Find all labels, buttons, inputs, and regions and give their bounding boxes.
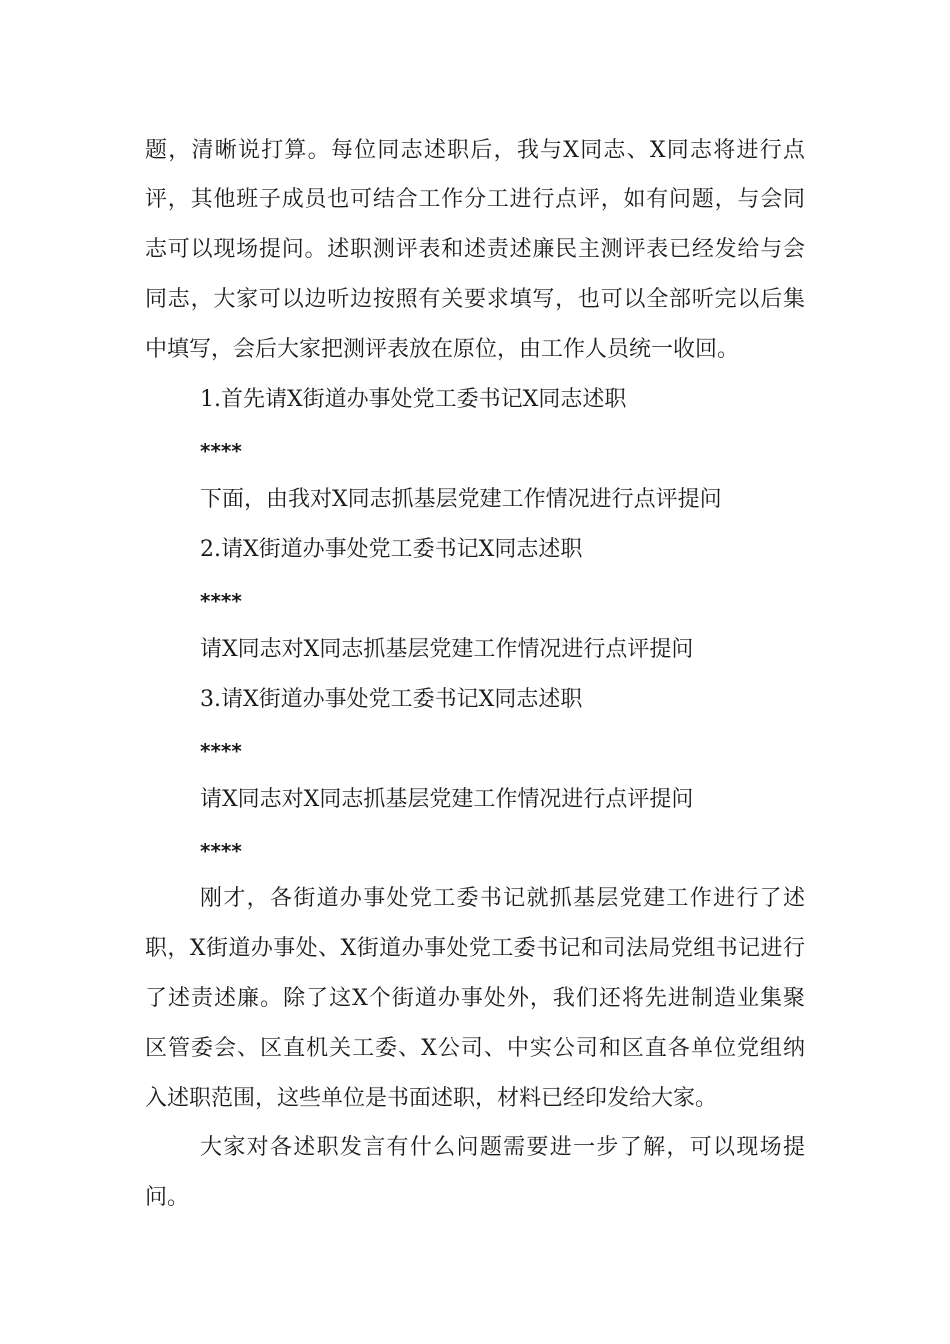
paragraph-2-line-3: 了述责述廉。除了这X个街道办事处外，我们还将先进制造业集聚	[145, 986, 805, 1011]
separator-stars-2: ****	[200, 589, 242, 613]
paragraph-3-line-2: 问。	[145, 1185, 190, 1210]
paragraph-2-line-4: 区管委会、区直机关工委、X公司、中实公司和区直各单位党组纳	[145, 1036, 805, 1061]
comment-1: 下面，由我对X同志抓基层党建工作情况进行点评提问	[200, 487, 722, 512]
paragraph-1-line-3: 志可以现场提问。述职测评表和述责述廉民主测评表已经发给与会	[145, 237, 805, 262]
paragraph-1-line-2: 评，其他班子成员也可结合工作分工进行点评，如有问题，与会同	[145, 187, 805, 212]
paragraph-2-line-2: 职，X街道办事处、X街道办事处党工委书记和司法局党组书记进行	[145, 936, 805, 961]
paragraph-1-line-1: 题，清晰说打算。每位同志述职后，我与X同志、X同志将进行点	[145, 138, 805, 163]
paragraph-1-line-4: 同志，大家可以边听边按照有关要求填写，也可以全部听完以后集	[145, 287, 805, 312]
agenda-item-2: 2.请X街道办事处党工委书记X同志述职	[200, 537, 583, 562]
paragraph-2-line-1: 刚才，各街道办事处党工委书记就抓基层党建工作进行了述	[200, 886, 805, 911]
separator-stars-4: ****	[200, 839, 242, 863]
paragraph-1-line-5: 中填写，会后大家把测评表放在原位，由工作人员统一收回。	[145, 337, 740, 362]
agenda-item-1: 1.首先请X街道办事处党工委书记X同志述职	[200, 387, 627, 412]
separator-stars-3: ****	[200, 739, 242, 763]
separator-stars-1: ****	[200, 439, 242, 463]
paragraph-3-line-1: 大家对各述职发言有什么问题需要进一步了解，可以现场提	[200, 1135, 805, 1160]
comment-3: 请X同志对X同志抓基层党建工作情况进行点评提问	[200, 787, 694, 812]
agenda-item-3: 3.请X街道办事处党工委书记X同志述职	[200, 687, 583, 712]
comment-2: 请X同志对X同志抓基层党建工作情况进行点评提问	[200, 637, 694, 662]
paragraph-2-line-5: 入述职范围，这些单位是书面述职，材料已经印发给大家。	[145, 1086, 718, 1111]
